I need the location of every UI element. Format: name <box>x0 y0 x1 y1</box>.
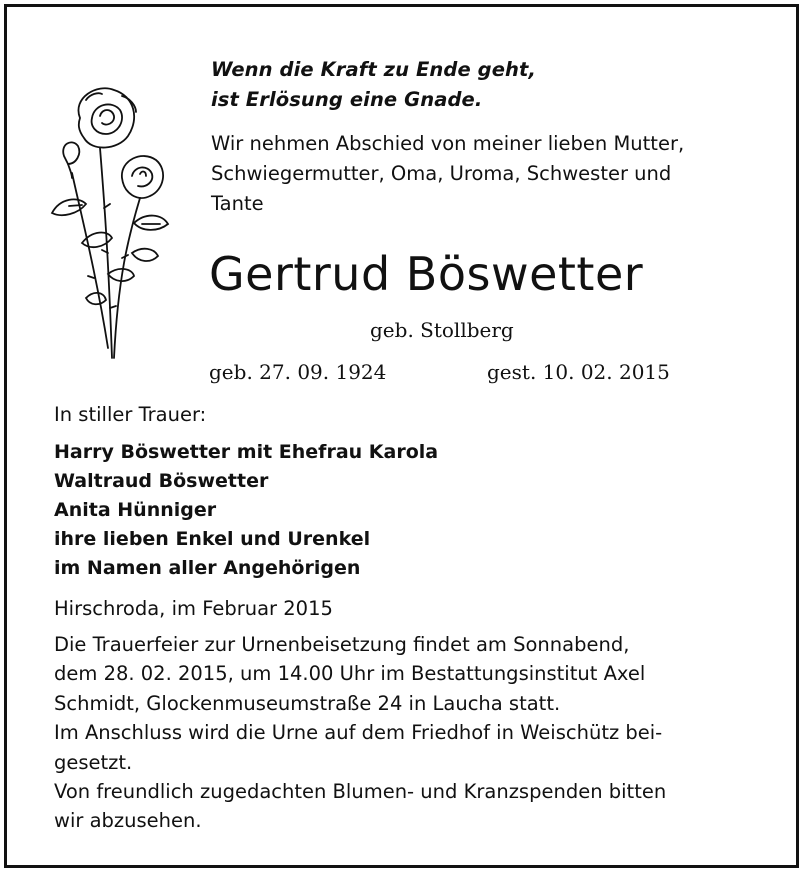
service-line: wir abzusehen. <box>54 809 202 833</box>
rose-icon <box>42 78 172 363</box>
birth-date: geb. 27. 09. 1924 <box>209 360 387 384</box>
deceased-name: Gertrud Böswetter <box>209 247 644 301</box>
service-line: dem 28. 02. 2015, um 14.00 Uhr im Bestattungsinstitut Axel <box>54 662 646 686</box>
service-line: gesetzt. <box>54 750 133 774</box>
place-date: Hirschroda, im Februar 2015 <box>54 597 333 620</box>
quote-line: ist Erlösung eine Gnade. <box>211 88 483 111</box>
maiden-name: geb. Stollberg <box>370 318 514 342</box>
intro-line: Wir nehmen Abschied von meiner lieben Mutter, <box>211 132 685 155</box>
intro-text <box>211 129 684 219</box>
quote <box>211 55 536 115</box>
mourners-list <box>54 438 438 583</box>
mourner-name: Anita Hünniger <box>54 499 217 521</box>
mourning-heading: In stiller Trauer: <box>54 403 207 426</box>
mourner-name: ihre lieben Enkel und Urenkel <box>54 528 371 550</box>
service-line: Schmidt, Glockenmuseumstraße 24 in Laucha statt. <box>54 691 561 715</box>
mourner-name: Harry Böswetter mit Ehefrau Karola <box>54 441 439 463</box>
intro-line: Schwiegermutter, Oma, Uroma, Schwester und <box>211 162 672 185</box>
mourner-name: im Namen aller Angehörigen <box>54 557 361 579</box>
service-line: Im Anschluss wird die Urne auf dem Friedhof in Weischütz bei- <box>54 721 663 745</box>
service-line: Die Trauerfeier zur Urnenbeisetzung findet am Sonnabend, <box>54 633 630 656</box>
service-line: Von freundlich zugedachten Blumen- und Kranzspenden bitten <box>54 780 667 804</box>
service-details <box>54 630 666 836</box>
death-date: gest. 10. 02. 2015 <box>487 360 670 384</box>
mourner-name: Waltraud Böswetter <box>54 470 269 492</box>
intro-line: Tante <box>211 192 264 215</box>
quote-line: Wenn die Kraft zu Ende geht, <box>211 58 536 81</box>
